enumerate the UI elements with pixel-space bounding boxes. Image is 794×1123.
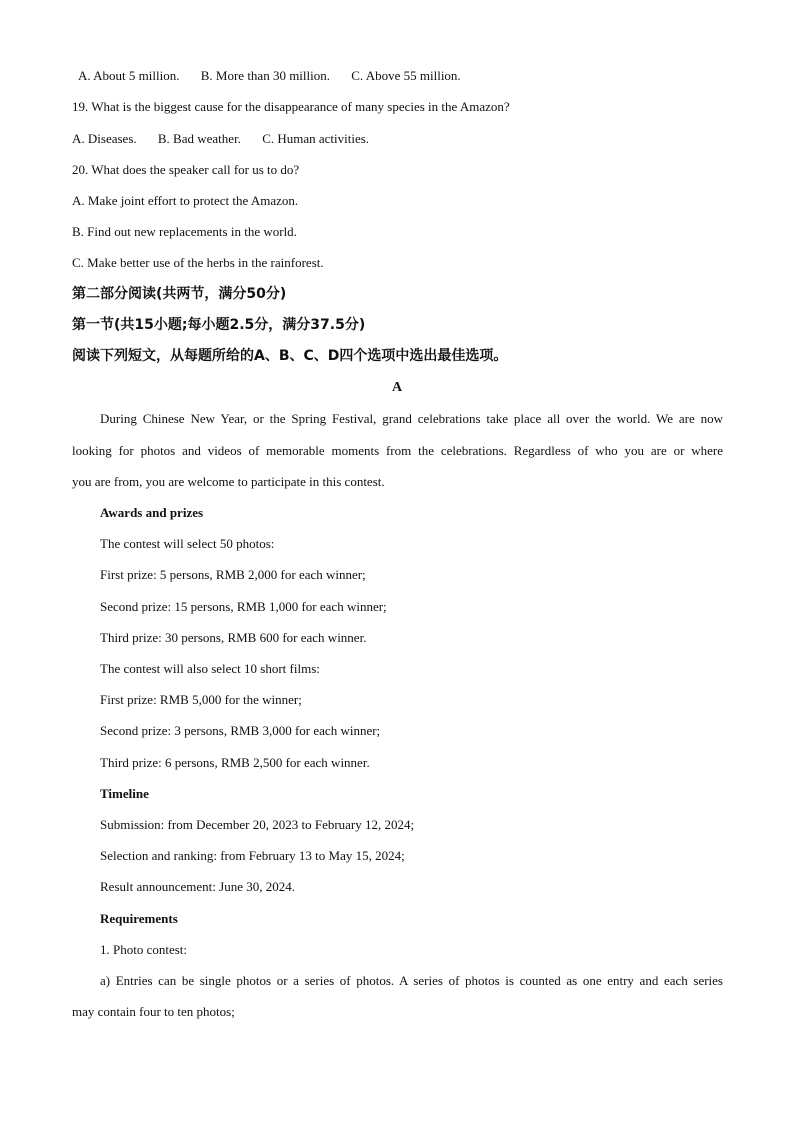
section-sub-title: 第一节(共15小题;每小题2.5分，满分37.5分) <box>72 317 366 333</box>
passage-letter: A <box>391 380 403 395</box>
passage-intro-line-3: you are from, you are welcome to participate in this contest. <box>72 474 385 489</box>
q19-option-b: B. Bad weather. <box>157 131 241 146</box>
q20-option-c: C. Make better use of the herbs in the rainforest. <box>72 255 324 270</box>
timeline-result: Result announcement: June 30, 2024. <box>100 879 295 894</box>
timeline-selection: Selection and ranking: from February 13 to May 15, 2024; <box>100 848 405 863</box>
passage-intro-line-1: During Chinese New Year, or the Spring Festival, grand celebrations take place all over the world. We are now <box>100 411 723 426</box>
photo-contest-label: 1. Photo contest: <box>100 942 188 957</box>
requirement-a-line-2: may contain four to ten photos; <box>72 1004 235 1019</box>
q18-option-a: A. About 5 million. <box>78 68 180 83</box>
section-part-title: 第二部分阅读(共两节，满分50分) <box>72 286 287 302</box>
film-prize-first: First prize: RMB 5,000 for the winner; <box>100 692 302 707</box>
photos-intro: The contest will select 50 photos: <box>100 536 275 551</box>
photo-prize-first: First prize: 5 persons, RMB 2,000 for each winner; <box>100 567 366 582</box>
q18-options <box>78 68 461 84</box>
films-intro: The contest will also select 10 short films: <box>100 661 320 676</box>
q20-option-a: A. Make joint effort to protect the Amazon. <box>72 193 299 208</box>
q19-options <box>72 131 369 147</box>
q19-option-c: C. Human activities. <box>262 131 370 146</box>
photo-prize-second: Second prize: 15 persons, RMB 1,000 for each winner; <box>100 599 387 614</box>
q20-option-b: B. Find out new replacements in the world. <box>72 224 297 239</box>
q18-option-c: C. Above 55 million. <box>351 68 461 83</box>
film-prize-third: Third prize: 6 persons, RMB 2,500 for each winner. <box>100 755 370 770</box>
requirement-a-line-1: a) Entries can be single photos or a series of photos. A series of photos is counted as one entry and each series <box>100 973 723 988</box>
q18-option-b: B. More than 30 million. <box>200 68 331 83</box>
q19-option-a: A. Diseases. <box>72 131 137 146</box>
requirements-heading: Requirements <box>100 911 178 926</box>
photo-prize-third: Third prize: 30 persons, RMB 600 for each winner. <box>100 630 367 645</box>
q19-question: 19. What is the biggest cause for the disappearance of many species in the Amazon? <box>72 99 510 114</box>
awards-heading: Awards and prizes <box>100 505 204 520</box>
section-instruction: 阅读下列短文，从每题所给的A、B、C、D四个选项中选出最佳选项。 <box>72 348 508 364</box>
film-prize-second: Second prize: 3 persons, RMB 3,000 for each winner; <box>100 723 381 738</box>
timeline-submission: Submission: from December 20, 2023 to February 12, 2024; <box>100 817 415 832</box>
q20-question: 20. What does the speaker call for us to do? <box>72 162 300 177</box>
passage-intro-line-2: looking for photos and videos of memorable moments from the celebrations. Regardless of who you are or where <box>72 443 723 458</box>
timeline-heading: Timeline <box>100 786 149 801</box>
